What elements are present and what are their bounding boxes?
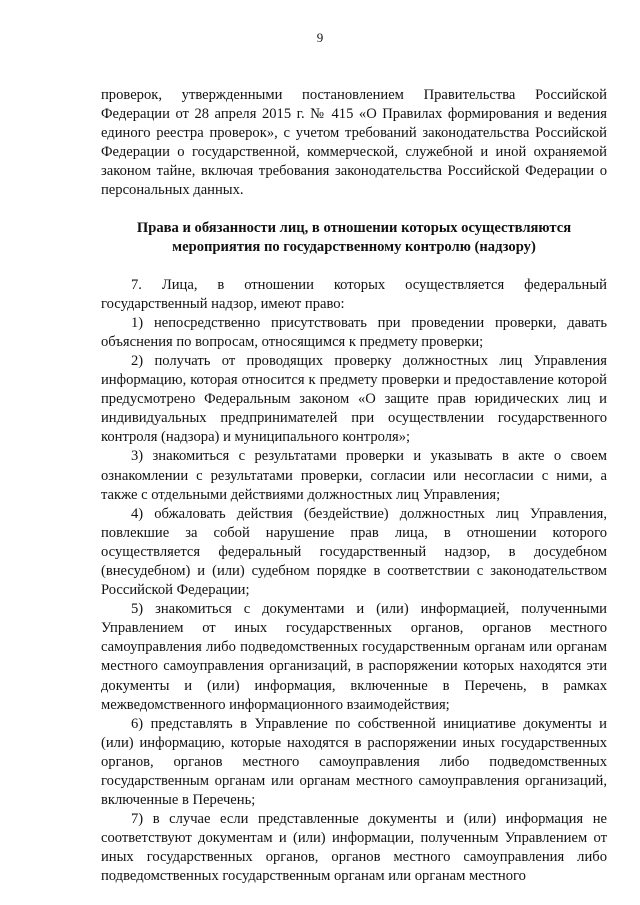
document-body: [101, 86, 607, 887]
paragraph-7: 7. Лица, в отношении которых осуществляется федеральный государственный надзор, имеют право:: [101, 276, 607, 312]
list-item-4: 4) обжаловать действия (бездействие) должностных лиц Управления, повлекшие за собой нарушение прав лица, в отношении которого осуществляется федеральный государственный надзор, в досудебном (внесудебном) и (или) судебном порядке в соответствии с законодательством Российской Федерации;: [101, 505, 607, 599]
list-item-3: 3) знакомиться с результатами проверки и указывать в акте о своем ознакомлении с результатами проверки, согласии или несогласии с ними, а также с отдельными действиями должностных лиц Управления;: [101, 448, 607, 503]
page-number: 9: [316, 30, 324, 45]
intro-paragraph: проверок, утвержденными постановлением Правительства Российской Федерации от 28 апреля 2015 г. № 415 «О Правилах формирования и ведения единого реестра проверок», с учетом требований законодательства Российской Федерации о государственной, коммерческой, служебной и иной охраняемой законом тайне, включая требования законодательства Российской Федерации о персональных данных.: [101, 87, 607, 199]
list-item-5: 5) знакомиться с документами и (или) информацией, полученными Управлением от иных государственных органов, органов местного самоуправления либо подведомственных государственным органам или органам местного самоуправления организаций, в распоряжении которых находятся эти документы и (или) информация, включенные в Перечень, в рамках межведомственного информационного взаимодействия;: [101, 601, 607, 713]
section-heading-line-1: Права и обязанности лиц, в отношении которых осуществляются: [136, 219, 572, 236]
list-item-7: 7) в случае если представленные документы и (или) информация не соответствуют документам и (или) информации, полученным Управлением от иных государственных органов, органов местного самоуправления либо подведомственных государственным органам или органам местного: [101, 811, 607, 885]
list-item-6: 6) представлять в Управление по собственной инициативе документы и (или) информацию, которые находятся в распоряжении иных государственных органов, органов местного самоуправления либо подведомственных государственным органам или органам местного самоуправления организаций, включенные в Перечень;: [101, 715, 607, 809]
list-item-2: 2) получать от проводящих проверку должностных лиц Управления информацию, которая относится к предмету проверки и предоставление которой предусмотрено Федеральным законом «О защите прав юридических лиц и индивидуальных предпринимателей при осуществлении государственного контроля (надзора) и муниципального контроля»;: [101, 352, 607, 446]
section-heading: [101, 219, 607, 258]
list-item-1: 1) непосредственно присутствовать при проведении проверки, давать объяснения по вопросам, относящимся к предмету проверки;: [101, 314, 607, 350]
section-heading-line-2: мероприятия по государственному контролю (надзору): [172, 239, 536, 256]
